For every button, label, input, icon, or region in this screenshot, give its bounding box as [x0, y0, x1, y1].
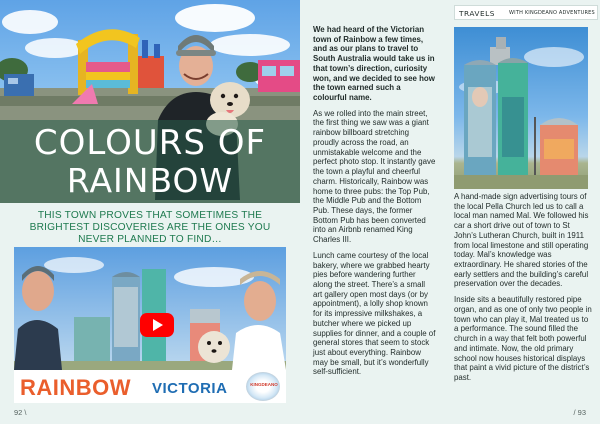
- body-paragraph: Lunch came courtesy of the local bakery, where we grabbed hearty pies before wandering further along the street. There’s a small art gallery open most days (or by appointment), a lolly shop known for its impressive milkshakes, a butcher where we picked up supplies for dinner, and a couple of general stores that seem to stock just about everything. Rainbow may be small, but it’s wonderfully self-sufficient.: [313, 250, 436, 377]
- silo-art-photo: [454, 27, 588, 189]
- play-button-icon[interactable]: [140, 313, 174, 337]
- section-header: [454, 5, 598, 20]
- banner-title: RAINBOW: [20, 375, 132, 400]
- video-banner: [14, 370, 286, 403]
- kingdeano-logo: [246, 372, 280, 401]
- body-paragraph-intro: We had heard of the Victorian town of Rainbow a few times, and as our plans to travel to South Australia would take us in that town’s direction, curiosity won, and we decided to see how the town earned such a colourful name.: [313, 25, 435, 103]
- logo-text: KINGDEANO: [250, 382, 278, 387]
- body-paragraph: As we rolled into the main street, the first thing we saw was a giant rainbow billboard stretching proudly across the road, an unmistakable welcome and the perfect photo stop. It instantly gave the town a playful and cheerful charm. Historically, Rainbow was home to three pubs: the Top Pub, the Middle Pub and the Bottom Pub. These days, the former Bottom Pub has been converted into an Airbnb renamed King Charles III.: [313, 108, 436, 245]
- body-column-middle: [313, 25, 436, 383]
- page-number-left: 92 \: [14, 408, 27, 417]
- article-title-line2: RAINBOW: [66, 161, 234, 200]
- body-paragraph: Inside sits a beautifully restored pipe organ, and as one of only two people in town who can play it, Mal treated us to a performance. The sound filled the church in a way that felt both powerful and intimate. Now, the old primary school now houses historical displays that paint a vivid picture of the district’s past.: [454, 295, 592, 382]
- article-strapline: THIS TOWN PROVES THAT SOMETIMES THE BRIGHTEST DISCOVERIES ARE THE ONES YOU NEVER PLANNED TO FIND…: [29, 210, 271, 246]
- section-title: TRAVELS: [459, 9, 495, 18]
- video-thumbnail[interactable]: [14, 247, 286, 403]
- section-subtitle: WITH KINGDEANO ADVENTURES: [509, 10, 595, 16]
- article-title-line1: COLOURS OF: [33, 123, 267, 163]
- body-paragraph: A hand-made sign advertising tours of the local Pella Church led us to call a local man named Mal. We followed his car a short drive out of town to St John’s Lutheran Church, built in 1911 from local limestone and still operating today. Mal’s knowledge was extraordinary. He shared stories of the early settlers and the building’s careful preservation over the decades.: [454, 192, 589, 289]
- hero-photo: [0, 0, 300, 203]
- banner-subtitle: VICTORIA: [152, 380, 228, 397]
- page-number-right: / 93: [573, 408, 586, 417]
- body-column-right: [454, 192, 592, 389]
